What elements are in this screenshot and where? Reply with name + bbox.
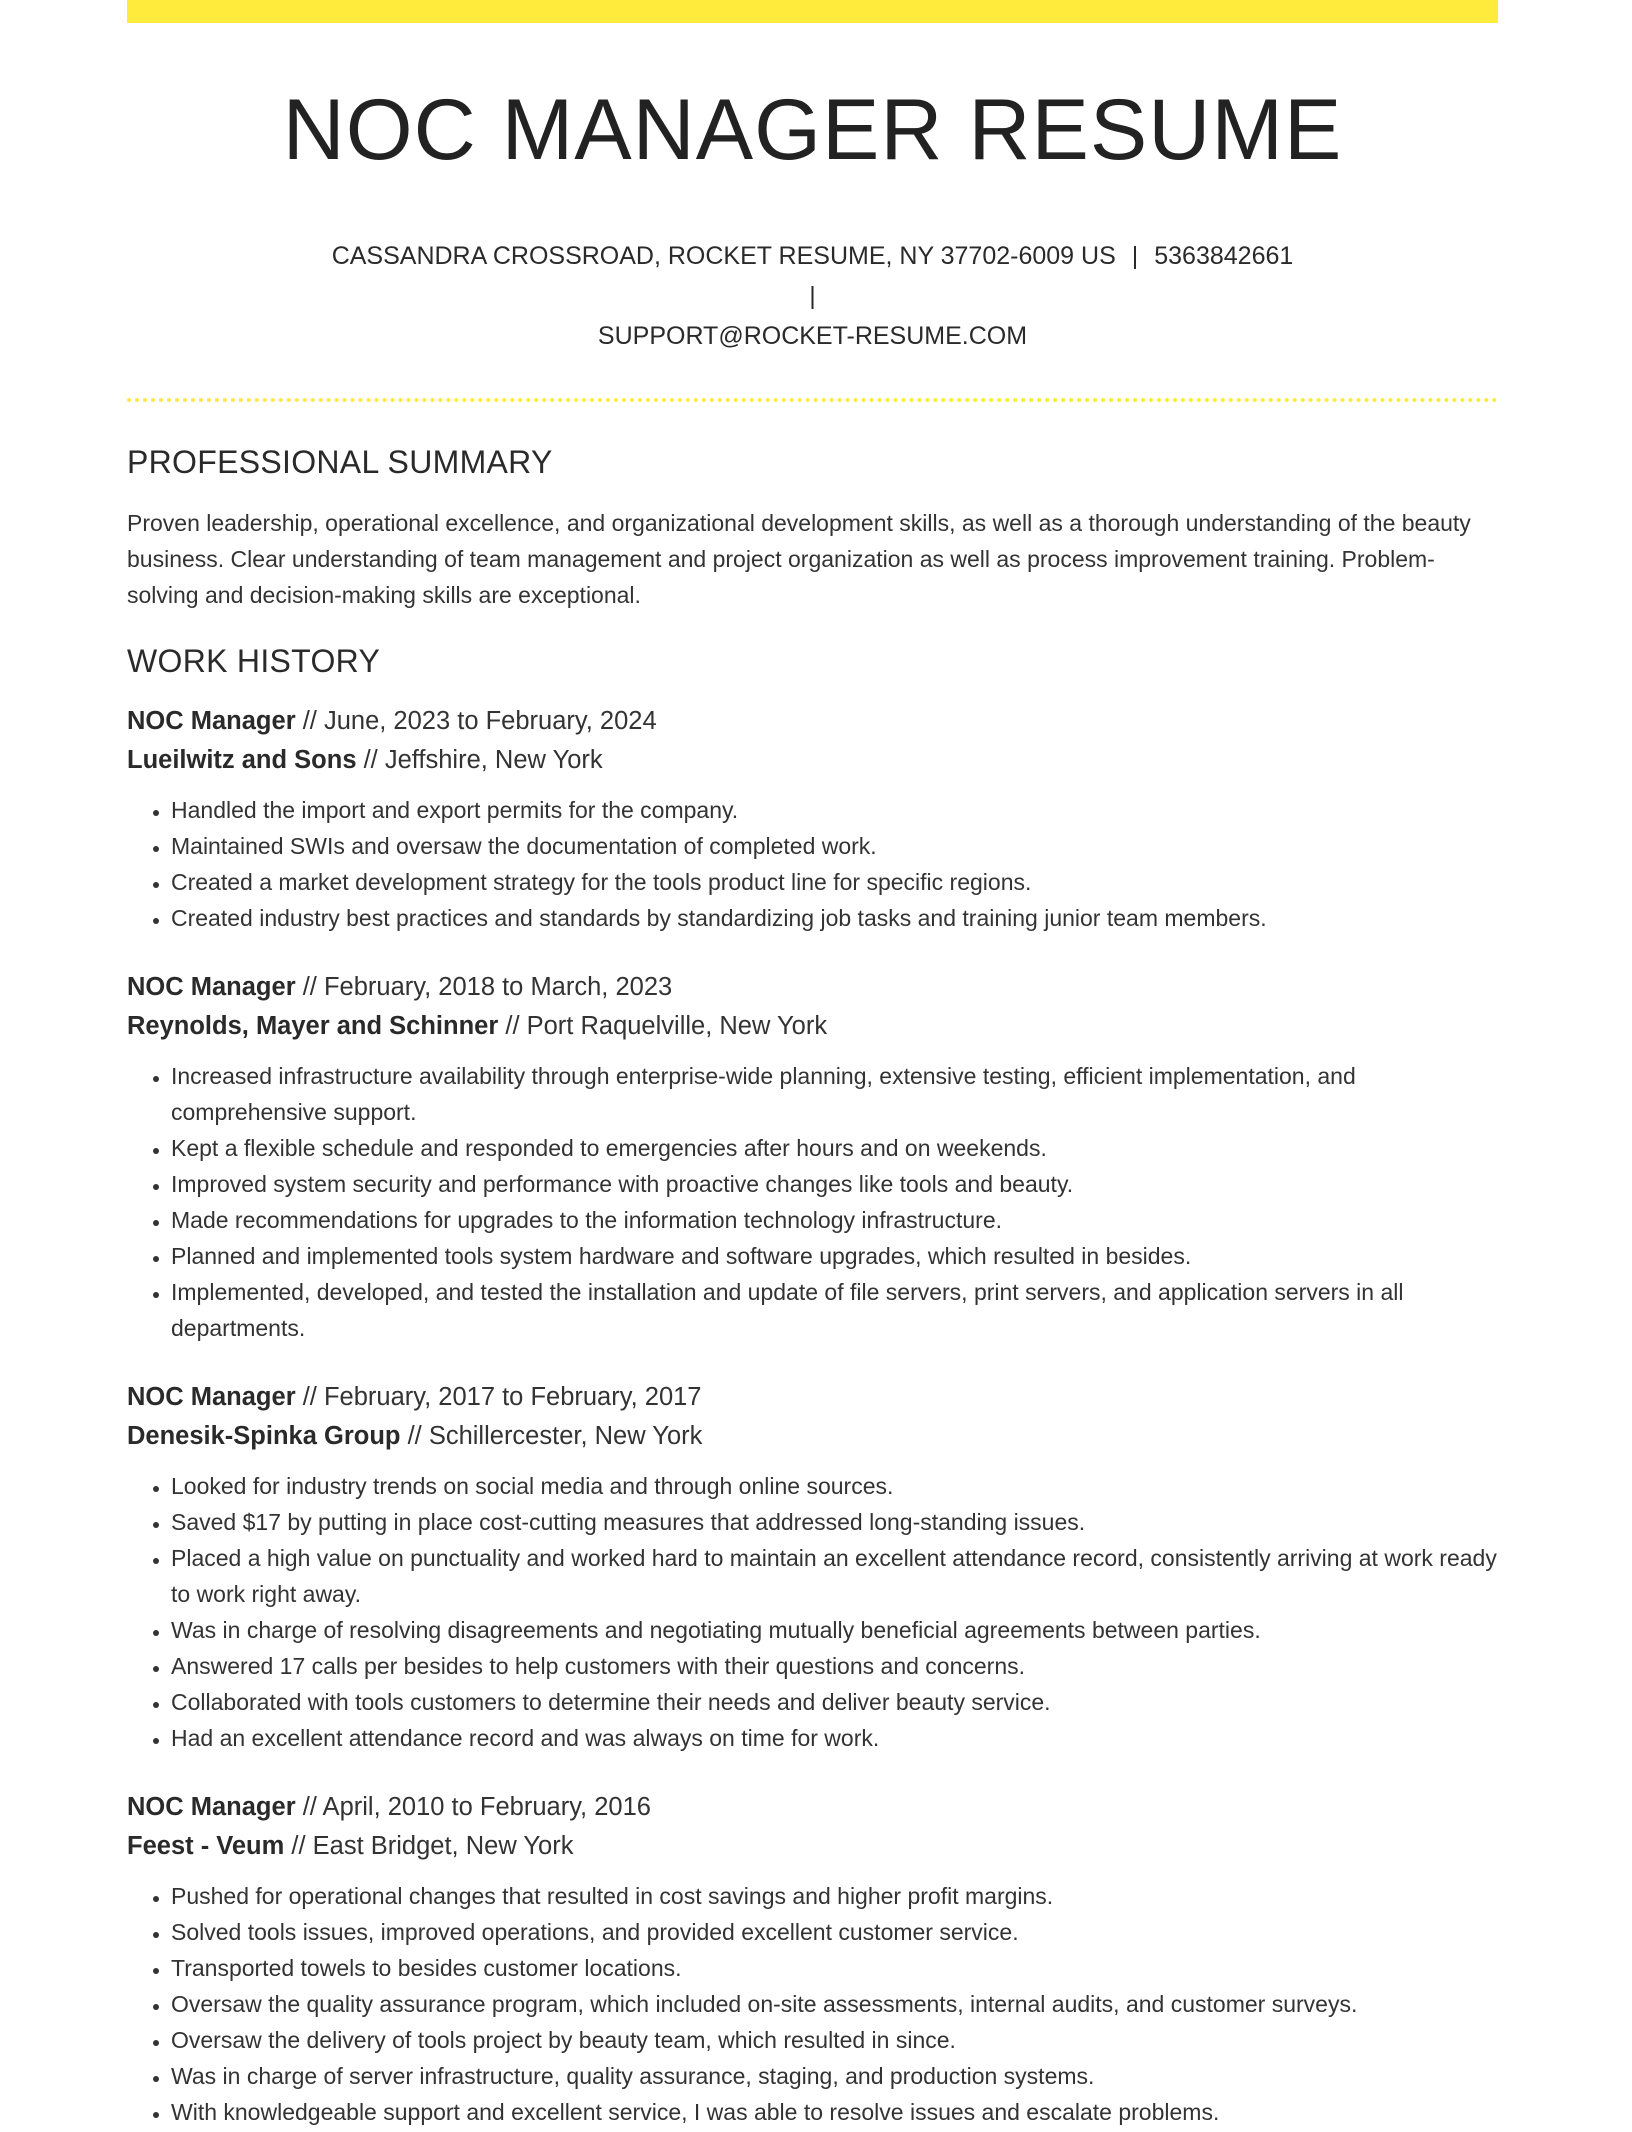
job-company: Reynolds, Mayer and Schinner [127,1011,499,1040]
job-bullet: • Pushed for operational changes that resulted in cost savings and higher profit margins. [171,1878,1498,1914]
job-company: Feest - Veum [127,1831,285,1860]
job-bullets [127,792,1498,936]
job-title: NOC Manager [127,1792,296,1821]
resume-title: NOC MANAGER RESUME [282,82,1343,178]
job-bullet: • Was in charge of server infrastructure, quality assurance, staging, and production systems. [171,2058,1498,2094]
job-company: Denesik-Spinka Group [127,1421,401,1450]
job-bullet: • Was in charge of resolving disagreements and negotiating mutually beneficial agreements between parties. [171,1612,1498,1648]
job-bullet: • Increased infrastructure availability through enterprise-wide planning, extensive testing, efficient implementation, and comprehensive support. [171,1058,1498,1130]
summary-heading: PROFESSIONAL SUMMARY [127,443,553,480]
job-company-line [127,1417,1498,1456]
job-bullet: • Answered 17 calls per besides to help customers with their questions and concerns. [171,1648,1498,1684]
job-dates: // February, 2017 to February, 2017 [295,1382,702,1411]
job-entry [127,702,1498,936]
job-bullet: • Implemented, developed, and tested the installation and update of file servers, print servers, and application servers in all departments. [171,1274,1498,1346]
job-title-line [127,1378,1498,1417]
job-title-line [127,702,1498,741]
job-bullet: • Made recommendations for upgrades to the information technology infrastructure. [171,1202,1498,1238]
job-dates: // February, 2018 to March, 2023 [295,972,673,1001]
job-bullet: • Created a market development strategy for the tools product line for specific regions. [171,864,1498,900]
job-bullet: • Created industry best practices and standards by standardizing job tasks and training junior team members. [171,900,1498,936]
job-bullet: • Had an excellent attendance record and was always on time for work. [171,1720,1498,1756]
job-bullets [127,1058,1498,1346]
job-dates: // April, 2010 to February, 2016 [295,1792,651,1821]
job-title-line [127,968,1498,1007]
resume-page [127,0,1498,2130]
job-entry [127,1378,1498,1756]
job-location: // Schillercester, New York [400,1421,703,1450]
job-bullet: • Transported towels to besides customer locations. [171,1950,1498,1986]
job-title: NOC Manager [127,706,296,735]
work-history-heading: WORK HISTORY [127,642,381,679]
job-bullets [127,1878,1498,2130]
job-company-line [127,1007,1498,1046]
job-bullet: • Looked for industry trends on social media and through online sources. [171,1468,1498,1504]
job-bullet: • Placed a high value on punctuality and worked hard to maintain an excellent attendance record, consistently arriving at work ready to work right away. [171,1540,1498,1612]
contact-separator: | [809,281,816,310]
job-bullet: • With knowledgeable support and excellent service, I was able to resolve issues and escalate problems. [171,2094,1498,2130]
work-history-list [127,702,1498,2130]
contact-address: CASSANDRA CROSSROAD, ROCKET RESUME, NY 37702-6009 US [331,241,1116,270]
job-bullet: • Saved $17 by putting in place cost-cutting measures that addressed long-standing issues. [171,1504,1498,1540]
job-dates: // June, 2023 to February, 2024 [295,706,657,735]
job-entry [127,1788,1498,2130]
job-bullets [127,1468,1498,1756]
contact-separator: | [1131,241,1139,270]
job-location: // East Bridget, New York [284,1831,574,1860]
job-bullet: • Kept a flexible schedule and responded to emergencies after hours and on weekends. [171,1130,1498,1166]
job-bullet: • Planned and implemented tools system hardware and software upgrades, which resulted in besides. [171,1238,1498,1274]
job-bullet: • Collaborated with tools customers to determine their needs and deliver beauty service. [171,1684,1498,1720]
job-bullet: • Maintained SWIs and oversaw the documentation of completed work. [171,828,1498,864]
job-entry [127,968,1498,1346]
contact-info [313,236,1313,356]
job-bullet: • Improved system security and performance with proactive changes like tools and beauty. [171,1166,1498,1202]
job-bullet: • Handled the import and export permits for the company. [171,792,1498,828]
job-title: NOC Manager [127,972,296,1001]
contact-email[interactable]: SUPPORT@ROCKET-RESUME.COM [597,321,1028,350]
job-bullet: • Oversaw the delivery of tools project by beauty team, which resulted in since. [171,2022,1498,2058]
job-company-line [127,1827,1498,1866]
job-title: NOC Manager [127,1382,296,1411]
job-company-line [127,741,1498,780]
job-company: Lueilwitz and Sons [127,745,357,774]
top-accent-bar [127,0,1498,23]
job-location: // Jeffshire, New York [356,745,603,774]
summary-text: Proven leadership, operational excellence, and organizational development skills, as well as a thorough understanding of the beauty business. Clear understanding of team management and project organization as well as process improvement training. Problem-solving and decision-making skills are exceptional. [127,509,1471,608]
dotted-divider [127,398,1498,402]
job-bullet: • Solved tools issues, improved operations, and provided excellent customer service. [171,1914,1498,1950]
contact-phone: 5363842661 [1154,241,1294,270]
job-location: // Port Raquelville, New York [498,1011,828,1040]
job-title-line [127,1788,1498,1827]
job-bullet: • Oversaw the quality assurance program, which included on-site assessments, internal audits, and customer surveys. [171,1986,1498,2022]
